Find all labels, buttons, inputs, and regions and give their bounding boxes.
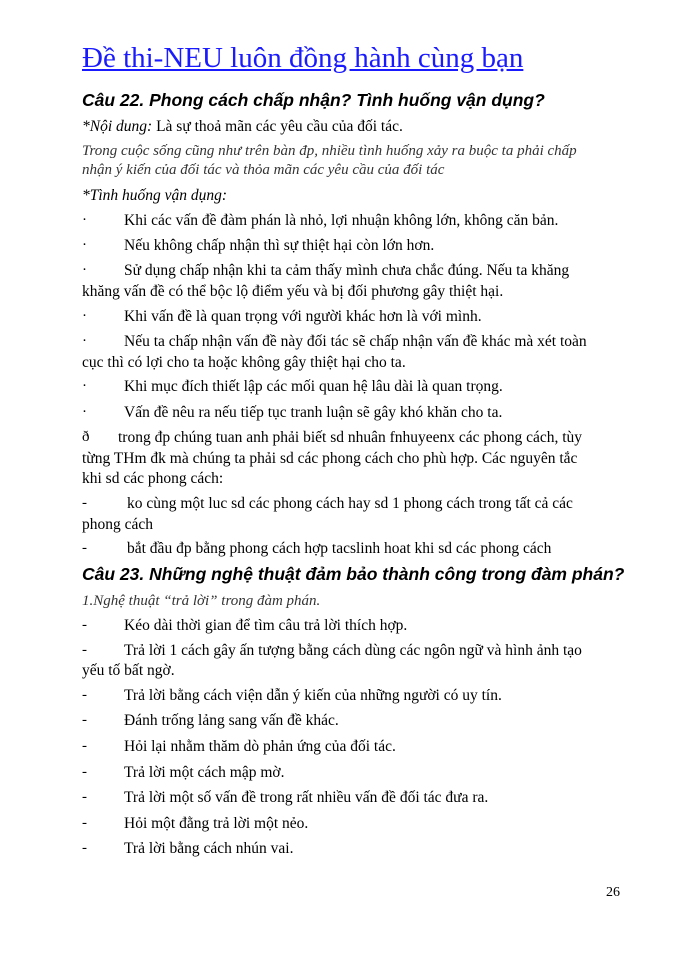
bullet-item: Sử dụng chấp nhận khi ta cảm thấy mình chưa chắc đúng. Nếu ta khăng: [124, 262, 570, 279]
dash-item: Trả lời bằng cách nhún vai.: [124, 840, 294, 857]
bullet-item: Khi mục đích thiết lập các mối quan hệ lâu dài là quan trọng.: [124, 378, 503, 395]
bullet-icon: ·: [82, 404, 87, 420]
dash-item: Trả lời một cách mập mờ.: [124, 764, 285, 781]
dash-item: ko cùng một luc sd các phong cách hay sd 1 phong cách trong tất cả các: [127, 495, 573, 512]
note-line-1: trong đp chúng tuan anh phải biết sd nhuân fnhuyeenx các phong cách, tùy: [118, 429, 583, 446]
dash-item: Đánh trống lảng sang vấn đề khác.: [124, 712, 339, 729]
dash-item: Trả lời 1 cách gây ấn tượng bằng cách dùng các ngôn ngữ và hình ảnh tạo: [124, 642, 582, 659]
bullet-item: Khi các vấn đề đàm phán là nhỏ, lợi nhuận không lớn, không căn bản.: [124, 212, 559, 229]
dash-item: Kéo dài thời gian để tìm câu trả lời thích hợp.: [124, 617, 408, 634]
italic-paragraph-line-2: nhận ý kiến của đối tác và thỏa mãn các yêu cầu của đối tác: [82, 162, 445, 178]
note-line-2: từng THm đk mà chúng ta phải sd các phong cách cho phù hợp. Các nguyên tắc: [82, 450, 578, 467]
dash-bullet-icon: -: [82, 789, 87, 805]
dash-bullet-icon: -: [82, 764, 87, 780]
bullet-item-continuation: cục thì có lợi cho ta hoặc không gây thiệt hại cho ta.: [82, 354, 406, 371]
bullet-icon: ·: [82, 262, 87, 278]
bullet-item: Vấn đề nêu ra nếu tiếp tục tranh luận sẽ gây khó khăn cho ta.: [124, 404, 503, 421]
dash-item: Hỏi lại nhằm thăm dò phản ứng của đối tác.: [124, 738, 396, 755]
bullet-icon: ·: [82, 333, 87, 349]
dash-bullet-icon: -: [82, 687, 87, 703]
italic-paragraph-line-1: Trong cuộc sống cũng như trên bàn đp, nhiều tình huống xảy ra buộc ta phải chấp: [82, 143, 577, 159]
question-23-heading: Câu 23. Những nghệ thuật đảm bảo thành công trong đàm phán?: [82, 564, 625, 584]
dash-item-continuation: phong cách: [82, 516, 154, 533]
dash-item: bắt đầu đp bằng phong cách hợp tacslinh hoat khi sd các phong cách: [127, 540, 552, 557]
dash-bullet-icon: -: [82, 840, 87, 856]
dash-bullet-icon: -: [82, 495, 87, 511]
note-line-3: khi sd các phong cách:: [82, 470, 224, 487]
situation-label: *Tình huống vận dụng:: [82, 187, 228, 204]
page-number: 26: [606, 885, 620, 900]
bullet-item-continuation: khăng vấn đề có thể bộc lộ điểm yếu và bị đối phương gây thiệt hại.: [82, 283, 504, 300]
dash-bullet-icon: -: [82, 642, 87, 658]
content-text: Là sự thoả mãn các yêu cầu của đối tác.: [152, 118, 403, 135]
dash-bullet-icon: -: [82, 712, 87, 728]
dash-item-continuation: yếu tố bất ngờ.: [82, 662, 175, 679]
content-label: *Nội dung:: [82, 118, 153, 135]
header-title-link[interactable]: Đề thi-NEU luôn đồng hành cùng bạn: [82, 42, 524, 74]
bullet-item: Nếu ta chấp nhận vấn đề này đối tác sẽ chấp nhận vấn đề khác mà xét toàn: [124, 333, 587, 350]
dash-bullet-icon: -: [82, 738, 87, 754]
dash-bullet-icon: -: [82, 617, 87, 633]
bullet-item: Nếu không chấp nhận thì sự thiệt hại còn lớn hơn.: [124, 237, 435, 254]
arrow-bullet-icon: ð: [82, 429, 90, 445]
dash-item: Trả lời một số vấn đề trong rất nhiều vấn đề đối tác đưa ra.: [124, 789, 489, 806]
dash-item: Trả lời bằng cách viện dẫn ý kiến của những người có uy tín.: [124, 687, 502, 704]
bullet-item: Khi vấn đề là quan trọng với người khác hơn là với mình.: [124, 308, 482, 325]
content-line: [82, 118, 403, 136]
bullet-icon: ·: [82, 237, 87, 253]
dash-bullet-icon: -: [82, 815, 87, 831]
dash-bullet-icon: -: [82, 540, 87, 556]
dash-item: Hỏi một đằng trả lời một nẻo.: [124, 815, 309, 832]
bullet-icon: ·: [82, 212, 87, 228]
bullet-icon: ·: [82, 308, 87, 324]
question-22-heading: Câu 22. Phong cách chấp nhận? Tình huống vận dụng?: [82, 90, 545, 110]
bullet-icon: ·: [82, 378, 87, 394]
subheading: 1.Nghệ thuật “trả lời” trong đàm phán.: [82, 593, 321, 609]
